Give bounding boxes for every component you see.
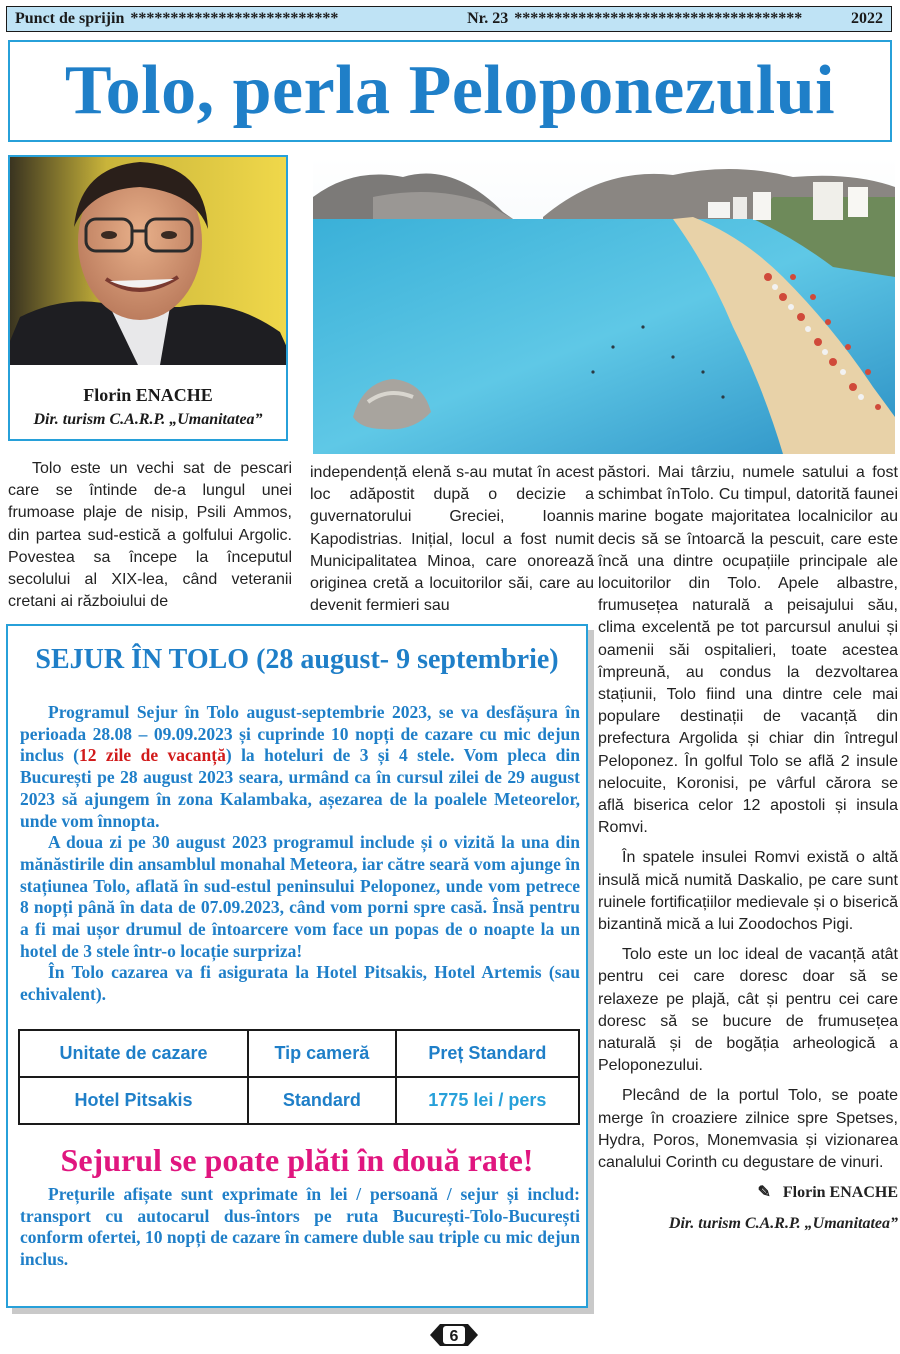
installments-title: Sejurul se poate plăti în două rate!	[60, 1142, 534, 1178]
column-3-paragraph-1: păstori. Mai târziu, numele satului a fost schimbat înTolo. Cu timpul, datorită faunei marine bogate majoritatea localnicilor au decis să se întoarcă la pescuit, care este încă una dintre ocupațiile principale ale locuitorilor din Tolo. Apele albastre, frumusețea naturală a peisajului său, clima excelentă pe tot parcursul anului și oamenii săi ospitalieri, toate acestea împreună, au condus la dezvoltarea stațiunii, Tolo fiind una dintre cele mai populare destinații de vacanță din prefectura Argolida și chiar din întregul Peloponez. În golful Tolo se află 2 insule nelocuite, Koronisi, pe vârful cărora se află biserica celor 12 apostoli și insula Romvi.	[598, 464, 898, 837]
signature	[598, 1182, 898, 1204]
article-column-1	[8, 458, 292, 614]
signature-name: Florin ENACHE	[782, 1184, 898, 1202]
sejur-offer-box	[6, 624, 588, 1308]
masthead-bar	[6, 6, 892, 32]
pen-icon: ✎	[757, 1184, 783, 1202]
sejur-paragraph-2: A doua zi pe 30 august 2023 programul include și o vizită la una din mănăstirile din ansamblul monahal Meteora, iar către seară vom ajunge în stațiunea Tolo, aflată în sud-estul peninsului Peloponez, unde vom petrece 8 nopți până în data de 07.09.2023, când vom porni spre casă. Însă pentru a fi mai ușor drumul de întoarcere vom face un popas de o noapte la un hotel de 3 stele într-o locație surpriza!	[20, 832, 580, 961]
table-header-cell: Tip cameră	[248, 1030, 396, 1077]
article-column-3	[598, 462, 898, 1235]
masthead-stars-left: **************************	[130, 10, 339, 27]
article-column-2	[310, 462, 594, 614]
publication-name: Punct de sprijin	[15, 10, 125, 27]
table-header-cell: Preț Standard	[396, 1030, 579, 1077]
column-1-text: Tolo este un vechi sat de pescari care se întinde de-a lungul unei frumoase plaje de nisip, Psili Ammos, din partea sud-estică a golfului Argolic. Povestea sa începe la începutul secolului al XIX-lea, când veteranii cretani ai războiului de	[8, 460, 292, 611]
sejur-title: SEJUR ÎN TOLO (28 august- 9 septembrie)	[35, 644, 559, 675]
sejur-paragraph-3: În Tolo cazarea va fi asigurata la Hotel Pitsakis, Hotel Artemis (sau echivalent).	[20, 962, 580, 1005]
table-cell: Hotel Pitsakis	[19, 1077, 248, 1124]
price-cell: 1775 lei / pers	[396, 1077, 579, 1124]
author-name: Florin ENACHE	[83, 385, 213, 405]
tolo-beach-photo	[313, 157, 895, 454]
sejur-description	[20, 702, 580, 1006]
price-conditions-text: Prețurile afișate sunt exprimate în lei / persoană / sejur și includ: transport cu autocarul dus-întors pe ruta București-Tolo-București conform ofertei, 10 nopți de cazare în camere duble sau triple cu mic dejun inclus.	[20, 1184, 580, 1270]
table-cell: Standard	[248, 1077, 396, 1124]
author-role: Dir. turism C.A.R.P. „Umanitatea”	[33, 411, 263, 428]
page-number-badge	[428, 1322, 480, 1348]
table-header-cell: Unitate de cazare	[19, 1030, 248, 1077]
signature-role: Dir. turism C.A.R.P. „Umanitatea”	[668, 1214, 898, 1232]
vacation-days-highlight: 12 zile de vacanță	[79, 745, 226, 766]
price-conditions	[20, 1184, 580, 1271]
table-header-row	[19, 1030, 579, 1077]
article-title-box	[8, 40, 892, 142]
issue-year: 2022	[851, 10, 883, 27]
table-row	[19, 1077, 579, 1124]
page-number: 6	[449, 1328, 459, 1345]
sejur-paragraph-1: Programul Sejur în Tolo august-septembrie 2023, se va desfășura în perioada 28.08 – 09.09.2023 și cuprinde 10 nopți de cazare cu mic dejun inclus (12 zile de vacanță) la hoteluri de 3 și 4 stele. Vom pleca din București pe 28 august 2023 seara, urmând ca în cursul zilei de 29 august 2023 să ajungem în zona Kalambaka, așezarea de la poalele Meteorelor, unde vom înnopta.	[20, 702, 580, 831]
article-title: Tolo, perla Peloponezului	[64, 52, 836, 129]
column-3-paragraph-3: Tolo este un loc ideal de vacanță atât pentru cei care doresc doar să se relaxeze pe plajă, cât și pentru cei care doresc să se bucure de frumusețea naturală și de bogăția arheologică a Peloponezului.	[598, 946, 898, 1075]
column-3-paragraph-4: Plecând de la portul Tolo, se poate merge în croaziere zilnice spre Spetses, Hydra, Poros, Monemvasia și vizionarea canalului Corinth cu degustare de vinuri.	[598, 1087, 898, 1172]
column-3-paragraph-2: În spatele insulei Romvi există o altă insulă mică numită Daskalio, pe care sunt ruinele fortificațiilor medievale și o biserică bizantină mică a lui Zoodochos Pigi.	[598, 849, 898, 934]
price-table	[18, 1029, 580, 1125]
author-portrait	[10, 157, 286, 365]
author-card	[8, 155, 288, 441]
masthead-stars-right: ************************************	[514, 10, 803, 27]
issue-number: Nr. 23	[467, 10, 509, 27]
column-2-text: independență elenă s-au mutat în acest loc adăpostit după o decizie a guvernatorului Greciei, Ioannis Kapodistrias. Inițial, locul a fost numit Municipalitatea Minoa, care onorează originea cretă a locuitorilor săi, care au devenit fermieri sau	[310, 464, 594, 614]
